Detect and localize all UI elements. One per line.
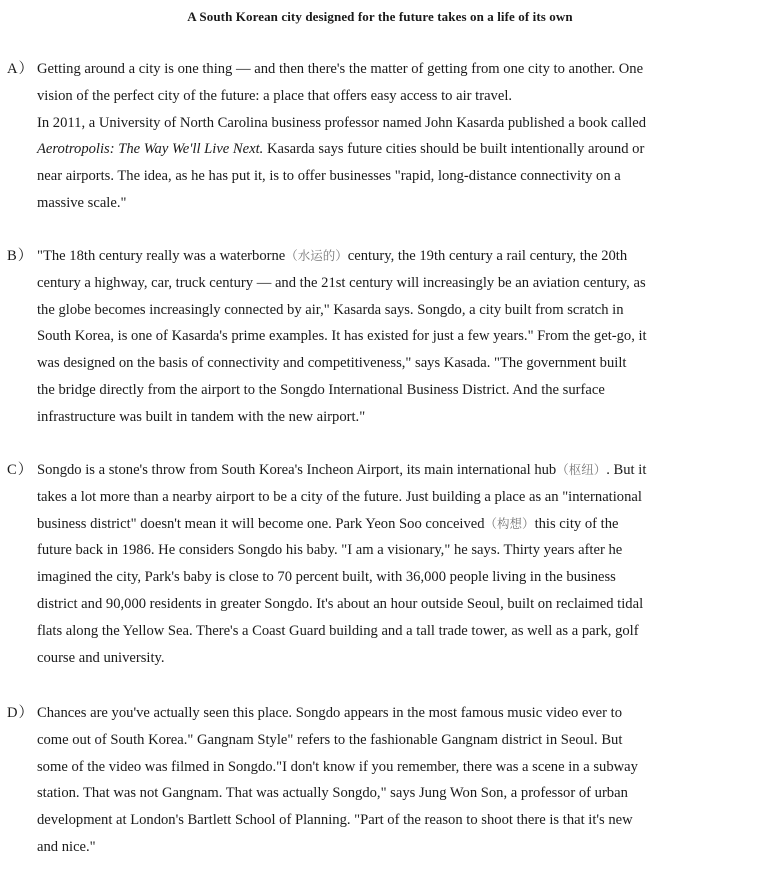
section-a-paragraph [37,56,727,217]
paragraph-line: infrastructure was built in tandem with the new airport." [37,408,366,425]
line-text: "The 18th century really was a waterborne [37,248,286,264]
paragraph-line: some of the video was filmed in Songdo."I don't know if you remember, there was a scene in a subway [37,758,638,775]
section-c-paragraph [37,457,727,671]
paragraph-line: massive scale." [37,194,127,211]
line-text: Kasarda says future cities should be built intentionally around or [263,141,645,158]
paragraph-line: the globe becomes increasingly connected by air," Kasarda says. Songdo, a city built from scratch in [37,301,624,318]
paragraph-line: flats along the Yellow Sea. There's a Coast Guard building and a tall trade tower, as well as a park, golf [37,622,639,639]
paragraph-line: Chances are you've actually seen this place. Songdo appears in the most famous music video ever to [37,705,622,721]
paragraph-line: near airports. The idea, as he has put it, is to offer businesses "rapid, long-distance connectivity on a [37,168,621,185]
line-text: Songdo is a stone's throw from South Korea's Incheon Airport, its main international hub [37,462,557,478]
paragraph-line: In 2011, a University of North Carolina business professor named John Kasarda published a book called [37,114,647,131]
line-text: business district" doesn't mean it will become one. Park Yeon Soo conceived [37,515,485,532]
paragraph-line: station. That was not Gangnam. That was actually Songdo," says Jung Won Son, a professor of urban [37,785,628,802]
section-c-marker: C） [7,462,34,478]
chinese-gloss: （构想） [484,515,535,531]
paragraph-line: South Korea, is one of Kasarda's prime examples. It has existed for just a few years." From the get-go, it [37,328,647,345]
chinese-gloss: （枢纽） [556,462,607,477]
paragraph-line [37,136,727,163]
section-d-paragraph [37,700,727,861]
paragraph-line: future back in 1986. He considers Songdo his baby. "I am a visionary," he says. Thirty years after he [37,542,623,559]
paragraph-line: Getting around a city is one thing — and then there's the matter of getting from one city to another. One [37,61,644,77]
paragraph-line: takes a lot more than a nearby airport to be a city of the future. Just building a place as an "international [37,488,642,505]
section-a-marker: A） [7,61,35,77]
book-title: Aerotropolis: The Way We'll Live Next. [37,141,264,158]
section-d-marker: D） [7,705,35,721]
paragraph-line: course and university. [37,649,165,666]
line-text: this city of the [534,515,619,532]
paragraph-line [37,243,727,270]
line-text: century, the 19th century a rail century, the 20th [347,248,628,264]
section-b-marker: B） [7,248,34,264]
chinese-gloss: （水运的） [285,248,348,263]
paragraph-line: district and 90,000 residents in greater Songdo. It's about an hour outside Seoul, built on reclaimed tidal [37,595,644,612]
paragraph-line: century a highway, car, truck century — and the 21st century will increasingly be an aviation century, as [37,274,646,291]
paragraph-line [37,511,727,538]
paragraph-line: development at London's Bartlett School of Planning. "Part of the reason to shoot there is that it's new [37,812,633,829]
document-title: A South Korean city designed for the future takes on a life of its own [187,9,573,24]
paragraph-line: imagined the city, Park's baby is close to 70 percent built, with 36,000 people living in the business [37,569,616,586]
paragraph-line: was designed on the basis of connectivity and competitiveness," says Kasada. "The government built [37,355,627,372]
paragraph-line: and nice." [37,838,96,855]
paragraph-line [37,457,727,484]
paragraph-line: the bridge directly from the airport to the Songdo International Business District. And the surface [37,381,605,398]
paragraph-line: vision of the perfect city of the future: a place that offers easy access to air travel. [37,87,513,104]
paragraph-line: come out of South Korea." Gangnam Style" refers to the fashionable Gangnam district in Seoul. But [37,731,623,748]
line-text: . But it [606,462,647,478]
section-b-paragraph [37,243,727,431]
